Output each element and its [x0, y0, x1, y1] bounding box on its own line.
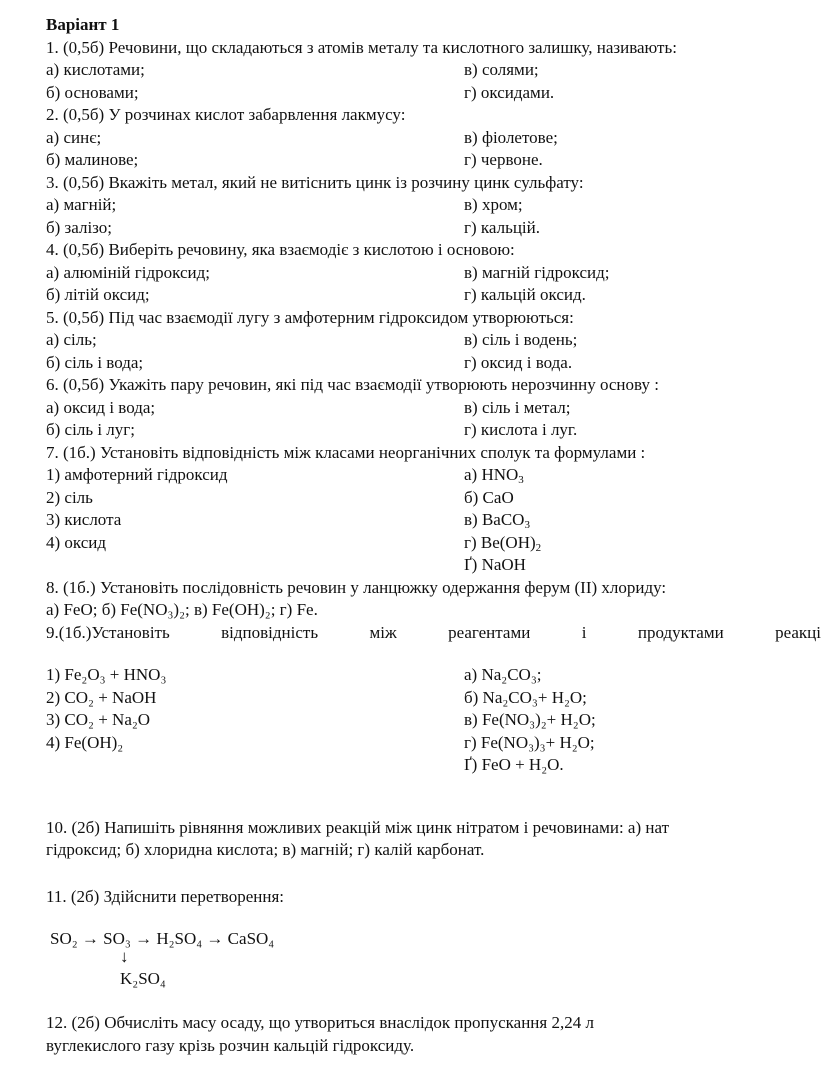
question-4-text: 4. (0,5б) Виберіть речовину, яка взаємодіє з кислотою і основою:: [46, 240, 515, 259]
option-g: г) кислота і луг.: [464, 420, 578, 439]
option-a: а) кислотами;: [46, 60, 145, 79]
formula-v: в) BaCO$_3$: [464, 510, 530, 531]
question-6-row-2: [46, 419, 806, 442]
question-7-row-1: [46, 464, 806, 487]
option-b: б) літій оксид;: [46, 285, 150, 304]
question-1-row-1: [46, 59, 806, 82]
formula-g: г) $Be(OH)_2$: [464, 532, 542, 554]
question-9-text: 9.(1б.)Установіть відповідність між реагентами і продуктами реакці: [46, 622, 821, 642]
question-11-text: 11. (2б) Здійснити перетворення:: [46, 886, 284, 906]
question-6-row-1: [46, 397, 806, 420]
question-7-row-5: [46, 554, 806, 577]
class-1: 1) амфотерний гідроксид: [46, 465, 228, 484]
down-arrow-icon: ↓: [120, 947, 129, 966]
option-b: б) залізо;: [46, 217, 113, 237]
question-12-line-2: вуглекислого газу крізь розчин кальцій гідроксиду.: [46, 1035, 415, 1055]
reagent-2: 2) CO₂ + NaOH: [46, 687, 157, 707]
question-3-row-2: [46, 217, 806, 240]
variant-title: Варіант 1: [46, 15, 120, 34]
question-4-row-2: [46, 284, 806, 307]
product-g: г) Fe(NO₃)₃+ H₂O;: [464, 732, 595, 752]
option-v: в) магній гідроксид;: [464, 262, 610, 282]
question-6-text: 6. (0,5б) Укажіть пару речовин, які під час взаємодії утворюють нерозчинну основу :: [46, 375, 659, 394]
option-b: б) сіль і луг;: [46, 420, 135, 439]
question-12-line-1: 12. (2б) Обчисліть масу осаду, що утвориться внаслідок пропускання 2,24 л: [46, 1013, 594, 1032]
question-1-row-2: [46, 82, 806, 105]
option-a: а) магній;: [46, 195, 117, 214]
class-4: 4) оксид: [46, 532, 107, 552]
option-g: г) кальцій оксид.: [464, 285, 586, 304]
question-7-text: 7. (1б.) Установіть відповідність між класами неорганічних сполук та формулами :: [46, 442, 646, 462]
chain-branch: K₂SO₄: [120, 969, 166, 988]
question-2-row-2: [46, 149, 806, 172]
class-2: 2) сіль: [46, 487, 93, 507]
worksheet: [46, 14, 821, 1057]
option-v: в) сіль і метал;: [464, 397, 571, 417]
question-10-line-1: 10. (2б) Напишіть рівняння можливих реакцій між цинк нітратом і речовинами: а) нат: [46, 817, 670, 837]
question-5-row-2: [46, 352, 806, 375]
question-2-row-1: [46, 127, 806, 150]
question-10-line-2: гідроксид; б) хлоридна кислота; в) магній; г) калій карбонат.: [46, 840, 485, 859]
option-v: в) сіль і водень;: [464, 330, 578, 349]
reagent-4: 4) Fe(OH)₂: [46, 732, 124, 752]
question-9-row-3: [46, 709, 806, 732]
question-5-text: 5. (0,5б) Під час взаємодії лугу з амфотерним гідроксидом утворюються:: [46, 307, 574, 327]
class-3: 3) кислота: [46, 510, 122, 529]
question-9-row-2: [46, 687, 806, 710]
question-9-row-1: [46, 664, 806, 687]
product-b: б) Na₂CO₃+ H₂O;: [464, 687, 587, 707]
reagent-3: 3) CO₂ + Na₂O: [46, 710, 151, 729]
option-g: г) кальцій.: [464, 217, 540, 237]
option-b: б) малинове;: [46, 150, 139, 169]
option-v: в) солями;: [464, 60, 539, 79]
option-g: г) оксид і вода.: [464, 352, 573, 372]
reagent-1: 1) Fe₂O₃ + HNO₃: [46, 665, 167, 684]
question-8-text: 8. (1б.) Установіть послідовність речовин у ланцюжку одержання ферум (ІІ) хлориду:: [46, 577, 667, 597]
formula-a: а) $HNO_3$: [464, 465, 524, 486]
question-1-text: 1. (0,5б) Речовини, що складаються з атомів металу та кислотного залишку, називають:: [46, 37, 677, 57]
question-7-row-3: [46, 509, 806, 532]
option-v: в) фіолетове;: [464, 127, 558, 147]
question-7-row-4: [46, 532, 806, 555]
question-3-row-1: [46, 194, 806, 217]
formula-gg: Ґ) NaOH: [464, 555, 526, 574]
product-gg: Ґ) FeO + H₂O.: [464, 755, 564, 774]
option-b: б) сіль і вода;: [46, 352, 144, 372]
formula-b: б) CaO: [464, 487, 514, 507]
question-5-row-1: [46, 329, 806, 352]
option-a: а) оксид і вода;: [46, 397, 156, 417]
option-b: б) основами;: [46, 82, 139, 102]
question-4-row-1: [46, 262, 806, 285]
question-9-row-4: [46, 732, 806, 755]
question-8-options: а) FeO; б) Fe(NO₃)₂; в) Fe(OH)₂; г) Fe.: [46, 600, 318, 619]
question-3-text: 3. (0,5б) Вкажіть метал, який не витіснить цинк із розчину цинк сульфату:: [46, 172, 584, 192]
question-9-row-5: [46, 754, 806, 777]
question-7-row-2: [46, 487, 806, 510]
transformation-chain: [50, 928, 806, 988]
option-g: г) оксидами.: [464, 82, 555, 102]
product-v: в) Fe(NO₃)₂+ H₂O;: [464, 710, 596, 729]
option-a: а) синє;: [46, 127, 102, 147]
option-a: а) алюміній гідроксид;: [46, 262, 210, 282]
option-v: в) хром;: [464, 195, 523, 214]
option-a: а) сіль;: [46, 330, 97, 349]
option-g: г) червоне.: [464, 150, 543, 169]
question-2-text: 2. (0,5б) У розчинах кислот забарвлення лакмусу:: [46, 105, 406, 124]
chain-main: SO₂ → SO₃ → H₂SO₄ → CaSO₄: [50, 929, 275, 948]
product-a: а) Na₂CO₃;: [464, 665, 542, 684]
